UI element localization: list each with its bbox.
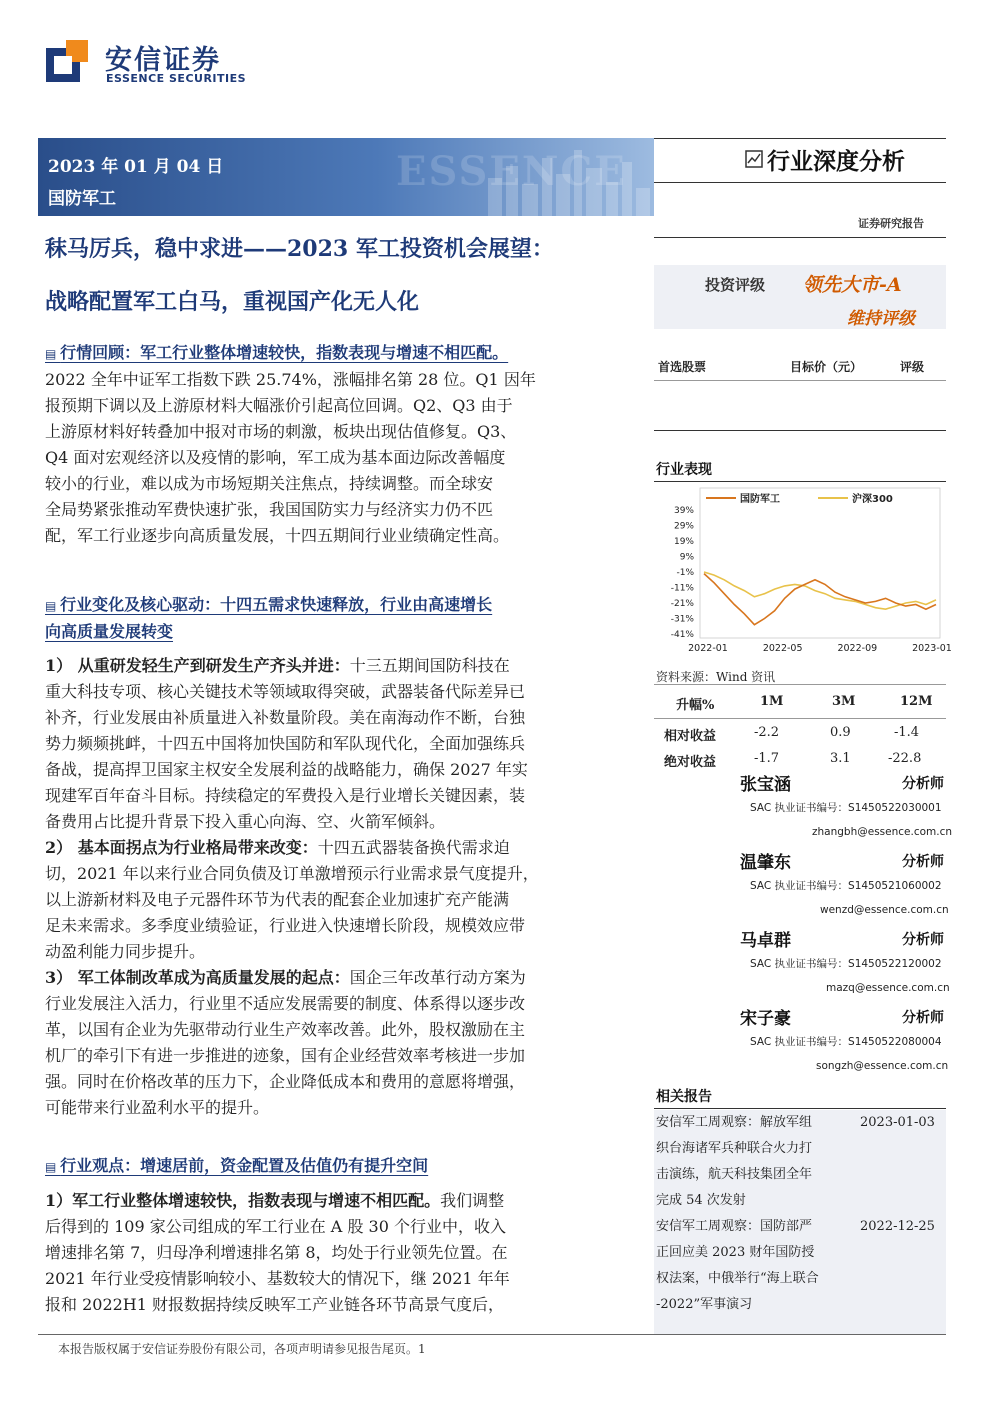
x-tick-label: 2022-09 <box>837 643 878 654</box>
footer-divider <box>38 1334 946 1335</box>
table-header-row <box>654 690 946 716</box>
picks-col-stock: 首选股票 <box>658 360 707 374</box>
chart-source: 资料来源：Wind 资讯 <box>656 670 776 684</box>
divider <box>654 138 946 139</box>
divider <box>654 237 946 238</box>
table-header: 12M <box>900 694 933 709</box>
report-title-line1: 秣马厉兵，稳中求进——2023 军工投资机会展望： <box>45 236 554 262</box>
table-cell: -2.2 <box>754 725 780 740</box>
y-tick-label: 19% <box>673 537 694 547</box>
picks-col-rating: 评级 <box>900 360 925 374</box>
banner-watermark: ESSENCE <box>396 148 627 195</box>
analyst-name: 温肇东 <box>740 853 791 873</box>
series-line <box>704 574 936 625</box>
section-body: 1）军工行业整体增速较快，指数表现与增速不相匹配。我们调整 后得到的 109 家公司组成的军工行业在 A 股 30 个行业中，收入 增速排名第 7，归母净利增速排名第 8，均处于行业领先位置。在 2021 年行业受疫情影响较小、基数较大的情况下，继 2021 年年 报和 2022H1 财报数据持续反映军工产业链各环节高景气度后， <box>45 1191 510 1314</box>
analyst-name: 张宝涵 <box>740 775 791 795</box>
table-header: 3M <box>832 694 856 709</box>
performance-table <box>654 690 946 771</box>
rating-label: 投资评级 <box>705 276 766 294</box>
table-cell: 0.9 <box>830 725 851 740</box>
bullet-icon: ▤ <box>45 347 61 361</box>
table-cell: -1.4 <box>894 725 920 740</box>
legend-label: 沪深300 <box>852 494 893 505</box>
section-market-review <box>45 340 635 549</box>
y-tick-label: 29% <box>673 521 694 532</box>
analyst-list <box>654 768 953 1080</box>
analyst-card <box>654 768 953 846</box>
x-tick-label: 2023-01 <box>912 643 952 654</box>
brand-logo-mark <box>46 40 88 82</box>
report-type: 行业深度分析 <box>767 148 905 175</box>
section-heading: ▤ 行业变化及核心驱动：十四五需求快速释放，行业由高速增长 向高质量发展转变 <box>45 595 493 641</box>
y-tick-label: -1% <box>676 568 694 578</box>
section-body: 2022 全年中证军工指数下跌 25.74%，涨幅排名第 28 位。Q1 因年 报预期下调以及上游原材料大幅涨价引起高位回调。Q2、Q3 由于 上游原材料好转叠加中报对市场的刺激，板块出现估值修复。Q3、 Q4 面对宏观经济以及疫情的影响，军工成为基本面边际改善幅度 较小的行业，难以成为市场短期关注焦点，持续调整。而全球安 全局势紧张推动军费快速扩张，我国国防实力与经济实力仍不匹 配，军工行业逐步向高质量发展，十四五期间行业业绩确定性高。 <box>45 370 536 545</box>
related-item[interactable]: 安信军工周观察：国防部严 正回应美 2023 财年国防授 权法案，中俄举行“海上联合 -2022”军事演习 <box>656 1219 819 1312</box>
section-body: 1） 从重研发轻生产到研发生产齐头并进：十三五期间国防科技在 重大科技专项、核心关键技术等领域取得突破，武器装备代际差异已 补齐，行业发展由补质量进入补数量阶段。美在南海动作不断，台独 势力频频挑衅，十四五中国将加快国防和军队现代化，全面加强练兵 备战，提高捍卫国家主权安全发展利益的战略能力，确保 2027 年实 现建军百年奋斗目标。持续稳定的军费投入是行业增长关键因素，装 备费用占比提升背景下投入重心向海、空、火箭军倾斜。 2） 基本面拐点为行业格局带来改变：十四五武器装备换代需求迫 切，2021 年以来行业合同负债及订单激增预示行业需求景气度提升， 以上游新材料及电子元器件环节为代表的配套企业加速扩充产能满 足未来需求。多季度业绩验证，行业进入快速增长阶段，规模效应带 动盈利能力同步提升。 3） 军工体制改革成为高质量发展的起点：国企三年改革行动方案为 行业发展注入活力，行业里不适应发展需要的制度、体系得以逐步改 革，以国有企业为先驱带动行业生产效率改善。此外，股权激励在主 机厂的牵引下有进一步推进的迹象，国有企业经营效率考核进一步加 强。同时在价格改革的压力下，企业降低成本和费用的意愿将增强， 可能带来行业盈利水平的提升。 <box>45 656 539 1117</box>
divider <box>654 684 946 685</box>
row-label: 绝对收益 <box>664 755 717 770</box>
chart-trend-icon <box>745 150 763 168</box>
y-tick-label: -11% <box>670 583 694 594</box>
related-title: 相关报告 <box>656 1089 712 1105</box>
y-tick-label: -41% <box>670 630 694 640</box>
analyst-cert: SAC 执业证书编号：S1450522080004 <box>750 1036 942 1048</box>
table-cell: -22.8 <box>888 751 922 766</box>
report-title-line2: 战略配置军工白马，重视国产化无人化 <box>45 289 420 315</box>
y-tick-label: 9% <box>679 552 694 563</box>
section-industry-drivers <box>45 592 635 1121</box>
bullet-icon: ▤ <box>45 1160 61 1174</box>
divider <box>654 481 946 482</box>
footer-disclaimer: 本报告版权属于安信证券股份有限公司，各项声明请参见报告尾页。1 <box>58 1342 426 1356</box>
analyst-cert: SAC 执业证书编号：S1450522120002 <box>750 958 942 970</box>
table-cell: 3.1 <box>830 751 851 766</box>
analyst-role: 分析师 <box>902 1010 944 1026</box>
analyst-name: 宋子豪 <box>740 1009 791 1029</box>
bullet-icon: ▤ <box>45 599 61 613</box>
report-subtitle: 证券研究报告 <box>858 217 924 230</box>
y-tick-label: -21% <box>670 599 694 609</box>
analyst-email[interactable]: wenzd@essence.com.cn <box>820 904 949 916</box>
header-banner <box>38 138 654 216</box>
industry-name: 国防军工 <box>48 189 116 209</box>
analyst-card <box>654 924 950 1002</box>
x-tick-label: 2022-01 <box>688 643 728 654</box>
table-cell: -1.7 <box>754 751 780 766</box>
y-tick-label: -31% <box>670 614 694 625</box>
divider <box>654 182 946 183</box>
section-heading: ▤ 行业观点：增速居前，资金配置及估值仍有提升空间 <box>45 1156 429 1175</box>
performance-title: 行业表现 <box>656 462 712 478</box>
analyst-cert: SAC 执业证书编号：S1450522030001 <box>750 802 942 814</box>
analyst-email[interactable]: mazq@essence.com.cn <box>826 982 950 994</box>
analyst-card <box>654 846 949 924</box>
row-label: 相对收益 <box>664 729 717 744</box>
analyst-email[interactable]: zhangbh@essence.com.cn <box>812 826 953 838</box>
analyst-role: 分析师 <box>902 932 944 948</box>
related-date: 2023-01-03 <box>860 1115 935 1130</box>
divider <box>654 430 946 431</box>
divider <box>654 380 946 381</box>
legend-label: 国防军工 <box>740 494 780 505</box>
picks-col-target: 目标价（元） <box>790 360 863 374</box>
table-row <box>654 719 946 745</box>
analyst-email[interactable]: songzh@essence.com.cn <box>816 1060 949 1072</box>
section-industry-view <box>45 1153 635 1318</box>
rating-value: 领先大市-A <box>803 274 902 296</box>
report-date: 2023 年 01 月 04 日 <box>48 157 224 177</box>
analyst-role: 分析师 <box>902 776 944 792</box>
analyst-card <box>654 1002 949 1080</box>
table-header: 升幅% <box>676 698 715 713</box>
series-line <box>704 572 936 609</box>
section-heading: ▤ 行情回顾：军工行业整体增速较快，指数表现与增速不相匹配。 <box>45 343 509 362</box>
x-tick-label: 2022-05 <box>762 643 803 654</box>
related-date: 2022-12-25 <box>860 1219 935 1234</box>
performance-chart <box>656 484 952 660</box>
rating-sub: 维持评级 <box>847 309 915 329</box>
brand-name-en: ESSENCE SECURITIES <box>106 72 247 85</box>
analyst-role: 分析师 <box>902 854 944 870</box>
brand-name-cn: 安信证券 <box>105 45 221 76</box>
analyst-cert: SAC 执业证书编号：S1450521060002 <box>750 880 942 892</box>
table-header: 1M <box>760 694 784 709</box>
related-item[interactable]: 安信军工周观察：解放军组 织台海诸军兵种联合火力打 击演练，航天科技集团全年 完成 54 次发射 <box>656 1115 813 1208</box>
divider <box>654 1108 946 1109</box>
analyst-name: 马卓群 <box>740 931 791 951</box>
y-tick-label: 39% <box>673 506 694 516</box>
